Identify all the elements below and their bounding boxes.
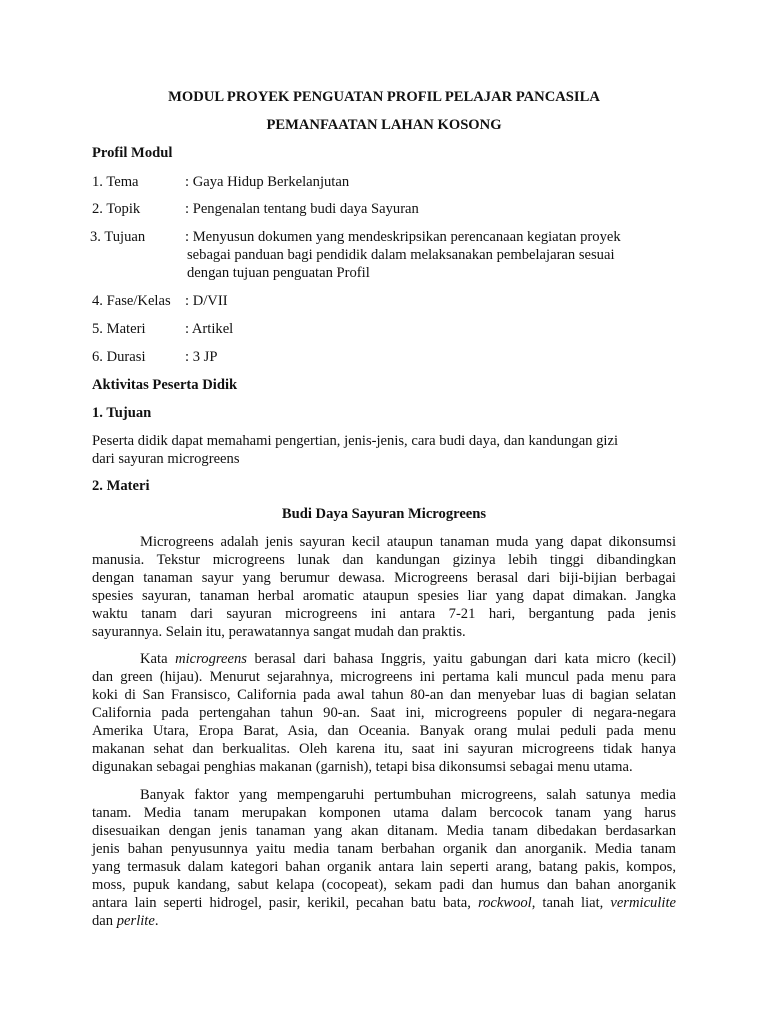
profil-value: : D/VII <box>185 293 228 309</box>
text-line: dengan tanaman sayur yang berumur dewasa. Microgreens berasal dari biji-bijian berbagai <box>92 570 676 586</box>
profil-value-line: dengan tujuan penguatan Profil <box>187 265 370 281</box>
text-line: dan green (hijau). Menurut sejarahnya, microgreens ini pertama kali muncul pada menu para <box>92 669 676 685</box>
materi-title: Budi Daya Sayuran Microgreens <box>281 506 487 522</box>
text-line: disesuaikan dengan jenis tanaman yang akan ditanam. Media tanam dibedakan berdasarkan <box>92 823 676 839</box>
paragraph-1 <box>92 533 676 641</box>
paragraph-3 <box>92 786 676 930</box>
profil-value: : Gaya Hidup Berkelanjutan <box>185 174 350 190</box>
text-line <box>92 894 676 912</box>
text-run: . <box>154 913 159 929</box>
paragraph-2 <box>92 650 676 776</box>
text-line: Amerika Utara, Eropa Barat, Asia, dan Oceania. Banyak orang mulai peduli pada menu <box>92 723 676 739</box>
italic-term: rockwool <box>477 895 532 911</box>
text-line: Peserta didik dapat memahami pengertian, jenis-jenis, cara budi daya, dan kandungan gizi <box>92 433 619 449</box>
text-line: tanam. Media tanam merupakan komponen utama dalam bercocok tanam yang harus <box>92 805 676 821</box>
profil-heading: Profil Modul <box>92 145 173 161</box>
text-line: waktu tanam dari sayuran microgreens ini antara 7-21 hari, bergantung pada jenis <box>92 606 676 622</box>
profil-value: : 3 JP <box>185 349 218 365</box>
text-run: Kata <box>140 651 176 667</box>
italic-term: vermiculite <box>610 895 676 911</box>
materi-heading: 2. Materi <box>92 478 150 494</box>
profil-label: 2. Topik <box>92 201 141 217</box>
aktivitas-heading: Aktivitas Peserta Didik <box>92 377 238 393</box>
text-run: dan <box>92 913 117 929</box>
italic-term: microgreens <box>175 651 247 667</box>
tujuan-heading: 1. Tujuan <box>92 405 152 421</box>
text-line: Microgreens adalah jenis sayuran kecil ataupun tanaman muda yang dapat dikonsumsi <box>140 534 676 550</box>
profil-label: 3. Tujuan <box>90 229 146 245</box>
text-line: manusia. Tekstur microgreens lunak dan kandungan gizinya lebih tinggi dibandingkan <box>92 552 676 568</box>
text-line: digunakan sebagai penghias makanan (garnish), tetapi bisa dikonsumsi sebagai menu utama. <box>92 759 633 775</box>
profil-value-line: sebagai panduan bagi pendidik dalam melaksanakan pembelajaran sesuai <box>187 247 615 263</box>
text-line: Banyak faktor yang mempengaruhi pertumbuhan microgreens, salah satunya media <box>140 787 676 803</box>
text-run: antara lain seperti hidrogel, pasir, kerikil, pecahan batu bata, <box>92 895 478 911</box>
profil-label: 6. Durasi <box>92 349 146 365</box>
profil-value-line: : Menyusun dokumen yang mendeskripsikan perencanaan kegiatan proyek <box>185 229 621 245</box>
text-run: berasal dari bahasa Inggris, yaitu gabungan dari kata micro (kecil) <box>246 651 676 667</box>
tujuan-text <box>92 432 676 468</box>
text-line: sayurannya. Selain itu, perawatannya sangat mudah dan praktis. <box>92 624 466 640</box>
text-line: makanan sehat dan berkualitas. Oleh karena itu, saat ini sayuran microgreens tidak hanya <box>92 741 676 757</box>
text-line: moss, pupuk kandang, sabut kelapa (cocopeat), sekam padi dan humus dan bahan anorganik <box>92 877 676 893</box>
document-title: MODUL PROYEK PENGUATAN PROFIL PELAJAR PANCASILA <box>168 89 600 105</box>
text-line: dari sayuran microgreens <box>92 451 240 467</box>
profil-label: 4. Fase/Kelas <box>92 293 171 309</box>
text-line <box>92 650 676 668</box>
italic-term: perlite <box>116 913 155 929</box>
text-line: California pada pertengahan tahun 90-an. Saat ini, microgreens populer di negara-negara <box>92 705 676 721</box>
document-subtitle: PEMANFAATAN LAHAN KOSONG <box>266 117 502 133</box>
text-run: , tanah liat, <box>531 895 611 911</box>
profil-label: 5. Materi <box>92 321 146 337</box>
text-line: yang termasuk dalam kategori bahan organik antara lain seperti arang, batang pakis, kompos, <box>92 859 676 875</box>
profil-value: : Artikel <box>185 321 234 337</box>
profil-value <box>185 228 655 282</box>
text-line: jenis bahan penyusunnya yaitu media tanam berbahan organik dan anorganik. Media tanam <box>92 841 676 857</box>
profil-value: : Pengenalan tentang budi daya Sayuran <box>185 201 419 217</box>
text-line: spesies sayuran, tanaman herbal aromatic ataupun spesies liar yang dapat dimakan. Jangka <box>92 588 676 604</box>
text-line: koki di San Fransisco, California pada awal tahun 80-an dan menyebar luas di bagian selatan <box>92 687 676 703</box>
text-line <box>92 912 676 930</box>
profil-label: 1. Tema <box>92 174 139 190</box>
